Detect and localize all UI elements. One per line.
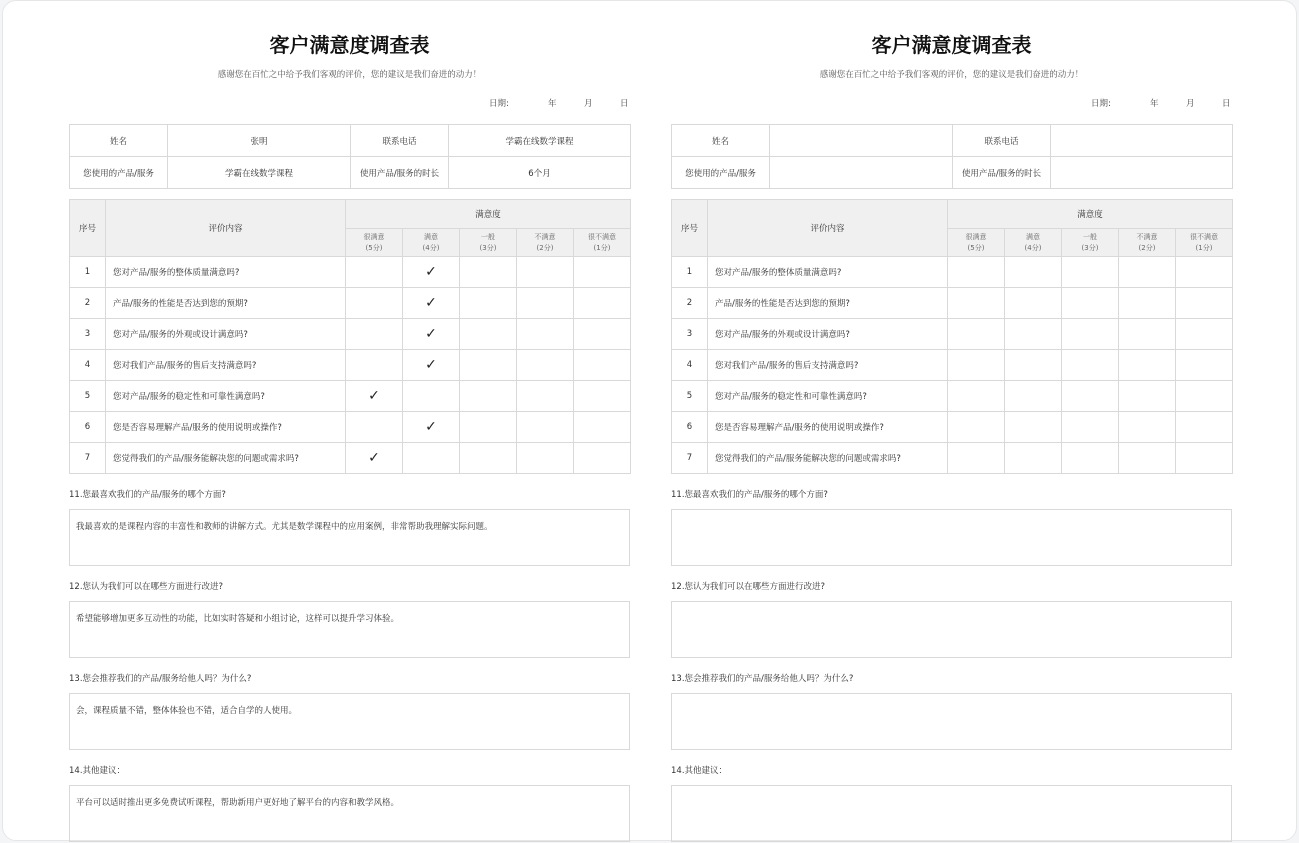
rating-cell[interactable]	[1005, 288, 1062, 319]
name-field[interactable]: 张明	[168, 125, 351, 157]
rating-cell[interactable]	[403, 381, 460, 412]
rating-cell[interactable]	[1119, 443, 1176, 474]
rating-cell[interactable]	[1062, 257, 1119, 288]
level-header	[1176, 229, 1233, 257]
row-number: 1	[672, 257, 708, 288]
rating-cell[interactable]	[346, 412, 403, 443]
rating-cell[interactable]	[1062, 443, 1119, 474]
rating-cell[interactable]	[1062, 381, 1119, 412]
level-name: 不满意	[1136, 232, 1158, 241]
answer-box[interactable]	[671, 601, 1232, 658]
question-label: 14.其他建议：	[69, 766, 126, 776]
row-number: 6	[70, 412, 106, 443]
rating-cell[interactable]	[1119, 350, 1176, 381]
level-header	[1062, 229, 1119, 257]
rating-cell[interactable]	[948, 350, 1005, 381]
rating-cell[interactable]	[1119, 381, 1176, 412]
level-header	[403, 229, 460, 257]
row-number: 5	[70, 381, 106, 412]
rating-cell[interactable]	[1005, 443, 1062, 474]
rating-cell[interactable]	[346, 257, 403, 288]
form-subtitle: 感谢您在百忙之中给予我们客观的评价，您的建议是我们奋进的动力！	[819, 70, 1084, 80]
row-question: 您对产品/服务的稳定性和可靠性满意吗?	[106, 381, 346, 412]
rating-cell[interactable]	[346, 350, 403, 381]
row-number: 4	[672, 350, 708, 381]
product-field[interactable]: 学霸在线数学课程	[168, 157, 351, 189]
date-year-label[interactable]: 年	[548, 99, 557, 109]
level-name: 很满意	[363, 232, 385, 241]
answer-box[interactable]	[671, 693, 1232, 750]
row-question: 产品/服务的性能是否达到您的预期?	[106, 288, 346, 319]
rating-cell[interactable]	[948, 381, 1005, 412]
table-row	[672, 381, 1233, 412]
rating-cell[interactable]	[1119, 288, 1176, 319]
row-number: 5	[672, 381, 708, 412]
rating-cell[interactable]	[1176, 257, 1233, 288]
level-name: 一般	[481, 232, 495, 241]
rating-cell[interactable]	[1062, 412, 1119, 443]
level-header	[517, 229, 574, 257]
table-row	[672, 288, 1233, 319]
rating-cell[interactable]	[1119, 319, 1176, 350]
date-label: 日期:	[489, 99, 509, 109]
level-header	[574, 229, 631, 257]
rating-cell[interactable]	[948, 443, 1005, 474]
rating-cell[interactable]	[346, 288, 403, 319]
row-number: 6	[672, 412, 708, 443]
rating-cell[interactable]	[1005, 412, 1062, 443]
rating-cell[interactable]	[460, 443, 517, 474]
rating-cell[interactable]	[1176, 443, 1233, 474]
level-header	[948, 229, 1005, 257]
table-row	[672, 350, 1233, 381]
rating-cell[interactable]	[517, 412, 574, 443]
rating-cell[interactable]	[346, 319, 403, 350]
row-question: 您觉得我们的产品/服务能解决您的问题或需求吗?	[106, 443, 346, 474]
product-field[interactable]	[770, 157, 953, 189]
level-score: (4分)	[422, 243, 440, 252]
rating-cell[interactable]	[574, 257, 631, 288]
date-day-label[interactable]: 日	[1222, 99, 1231, 109]
level-name: 满意	[424, 232, 438, 241]
level-name: 一般	[1083, 232, 1097, 241]
row-question: 您对产品/服务的稳定性和可靠性满意吗?	[708, 381, 948, 412]
rating-cell[interactable]	[1119, 412, 1176, 443]
document-canvas	[2, 0, 1297, 841]
rating-cell[interactable]	[1005, 350, 1062, 381]
rating-cell[interactable]	[1176, 350, 1233, 381]
date-day-label[interactable]: 日	[620, 99, 629, 109]
form-title: 客户满意度调查表	[871, 33, 1032, 57]
level-name: 满意	[1026, 232, 1040, 241]
row-number: 7	[672, 443, 708, 474]
col-header-satisfaction: 满意度	[948, 200, 1233, 229]
rating-cell[interactable]	[517, 288, 574, 319]
rating-cell[interactable]	[1005, 319, 1062, 350]
rating-cell[interactable]	[1176, 319, 1233, 350]
survey-form-filled	[69, 31, 630, 842]
answer-box[interactable]: 希望能够增加更多互动性的功能，比如实时答疑和小组讨论，这样可以提升学习体验。	[69, 601, 630, 658]
level-score: (2分)	[1138, 243, 1156, 252]
rating-cell[interactable]	[1176, 288, 1233, 319]
row-number: 7	[70, 443, 106, 474]
duration-label: 使用产品/服务的时长	[351, 157, 449, 189]
rating-cell[interactable]	[1005, 257, 1062, 288]
rating-cell[interactable]: ✓	[403, 412, 460, 443]
row-question: 您对我们产品/服务的售后支持满意吗?	[106, 350, 346, 381]
duration-field[interactable]	[1051, 157, 1233, 189]
row-number: 3	[672, 319, 708, 350]
level-name: 很不满意	[588, 232, 617, 241]
rating-cell[interactable]	[403, 443, 460, 474]
table-row	[672, 412, 1233, 443]
level-score: (3分)	[1081, 243, 1099, 252]
satisfaction-table	[671, 199, 1233, 474]
level-header	[346, 229, 403, 257]
rating-cell[interactable]	[948, 288, 1005, 319]
rating-cell[interactable]	[574, 350, 631, 381]
rating-cell[interactable]	[1062, 319, 1119, 350]
table-row	[672, 319, 1233, 350]
rating-cell[interactable]	[1005, 381, 1062, 412]
rating-cell[interactable]	[1119, 257, 1176, 288]
table-row	[70, 288, 631, 319]
table-row	[70, 257, 631, 288]
rating-cell[interactable]	[517, 350, 574, 381]
row-number: 3	[70, 319, 106, 350]
answer-box[interactable]: 我最喜欢的是课程内容的丰富性和教师的讲解方式。尤其是数学课程中的应用案例，非常帮助我理解实际问题。	[69, 509, 630, 566]
answer-box[interactable]	[671, 509, 1232, 566]
rating-cell[interactable]	[517, 443, 574, 474]
table-row	[70, 412, 631, 443]
row-number: 4	[70, 350, 106, 381]
question-label: 12.您认为我们可以在哪些方面进行改进?	[69, 582, 224, 592]
level-score: (4分)	[1024, 243, 1042, 252]
rating-cell[interactable]	[574, 319, 631, 350]
rating-cell[interactable]: ✓	[403, 257, 460, 288]
question-label: 12.您认为我们可以在哪些方面进行改进?	[671, 582, 826, 592]
rating-cell[interactable]	[517, 381, 574, 412]
rating-cell[interactable]: ✓	[346, 443, 403, 474]
rating-cell[interactable]: ✓	[403, 350, 460, 381]
answer-box[interactable]: 会，课程质量不错，整体体验也不错，适合自学的人使用。	[69, 693, 630, 750]
form-title: 客户满意度调查表	[269, 33, 430, 57]
rating-cell[interactable]	[574, 412, 631, 443]
row-question: 您对我们产品/服务的售后支持满意吗?	[708, 350, 948, 381]
rating-cell[interactable]: ✓	[403, 288, 460, 319]
info-table	[671, 124, 1233, 189]
rating-cell[interactable]	[460, 288, 517, 319]
survey-form-blank	[671, 31, 1232, 842]
rating-cell[interactable]	[574, 443, 631, 474]
phone-label: 联系电话	[351, 125, 449, 157]
rating-cell[interactable]	[460, 381, 517, 412]
duration-field[interactable]: 6个月	[449, 157, 631, 189]
row-question: 您觉得我们的产品/服务能解决您的问题或需求吗?	[708, 443, 948, 474]
rating-cell[interactable]: ✓	[346, 381, 403, 412]
col-header-satisfaction: 满意度	[346, 200, 631, 229]
satisfaction-table	[69, 199, 631, 474]
answer-box[interactable]: 平台可以适时推出更多免费试听课程，帮助新用户更好地了解平台的内容和教学风格。	[69, 785, 630, 842]
rating-cell[interactable]	[1176, 381, 1233, 412]
row-question: 您对产品/服务的外观或设计满意吗?	[106, 319, 346, 350]
row-number: 1	[70, 257, 106, 288]
rating-cell[interactable]	[1062, 350, 1119, 381]
table-row	[70, 381, 631, 412]
rating-cell[interactable]: ✓	[403, 319, 460, 350]
level-header	[1005, 229, 1062, 257]
row-question: 您对产品/服务的外观或设计满意吗?	[708, 319, 948, 350]
date-label: 日期:	[1091, 99, 1111, 109]
level-score: (1分)	[1195, 243, 1213, 252]
level-name: 不满意	[534, 232, 556, 241]
col-header-no: 序号	[70, 200, 106, 257]
duration-label: 使用产品/服务的时长	[953, 157, 1051, 189]
rating-cell[interactable]	[1176, 412, 1233, 443]
rating-cell[interactable]	[460, 257, 517, 288]
rating-cell[interactable]	[574, 381, 631, 412]
level-score: (5分)	[365, 243, 383, 252]
date-row	[69, 97, 630, 111]
date-month-label[interactable]: 月	[1186, 99, 1195, 109]
col-header-content: 评价内容	[106, 200, 346, 257]
rating-cell[interactable]	[517, 319, 574, 350]
level-score: (1分)	[593, 243, 611, 252]
row-question: 您是否容易理解产品/服务的使用说明或操作?	[106, 412, 346, 443]
question-label: 11.您最喜欢我们的产品/服务的哪个方面?	[69, 490, 226, 500]
rating-cell[interactable]	[460, 412, 517, 443]
name-label: 姓名	[672, 125, 770, 157]
date-year-label[interactable]: 年	[1150, 99, 1159, 109]
question-label: 14.其他建议：	[671, 766, 728, 776]
rating-cell[interactable]	[517, 257, 574, 288]
name-label: 姓名	[70, 125, 168, 157]
table-row	[672, 257, 1233, 288]
info-table	[69, 124, 631, 189]
table-row	[672, 443, 1233, 474]
phone-field[interactable]: 学霸在线数学课程	[449, 125, 631, 157]
level-name: 很满意	[965, 232, 987, 241]
phone-label: 联系电话	[953, 125, 1051, 157]
row-number: 2	[672, 288, 708, 319]
rating-cell[interactable]	[460, 350, 517, 381]
question-label: 13.您会推荐我们的产品/服务给他人吗？为什么?	[69, 674, 252, 684]
date-month-label[interactable]: 月	[584, 99, 593, 109]
rating-cell[interactable]	[948, 412, 1005, 443]
col-header-no: 序号	[672, 200, 708, 257]
level-name: 很不满意	[1190, 232, 1219, 241]
product-label: 您使用的产品/服务	[70, 157, 168, 189]
row-question: 产品/服务的性能是否达到您的预期?	[708, 288, 948, 319]
level-score: (5分)	[967, 243, 985, 252]
level-header	[460, 229, 517, 257]
level-score: (2分)	[536, 243, 554, 252]
table-row	[70, 319, 631, 350]
level-score: (3分)	[479, 243, 497, 252]
form-subtitle: 感谢您在百忙之中给予我们客观的评价，您的建议是我们奋进的动力！	[217, 70, 482, 80]
row-question: 您对产品/服务的整体质量满意吗?	[106, 257, 346, 288]
product-label: 您使用的产品/服务	[672, 157, 770, 189]
row-question: 您对产品/服务的整体质量满意吗?	[708, 257, 948, 288]
level-header	[1119, 229, 1176, 257]
answer-box[interactable]	[671, 785, 1232, 842]
rating-cell[interactable]	[948, 319, 1005, 350]
question-label: 13.您会推荐我们的产品/服务给他人吗？为什么?	[671, 674, 854, 684]
rating-cell[interactable]	[948, 257, 1005, 288]
row-number: 2	[70, 288, 106, 319]
rating-cell[interactable]	[574, 288, 631, 319]
date-row	[671, 97, 1232, 111]
col-header-content: 评价内容	[708, 200, 948, 257]
rating-cell[interactable]	[1062, 288, 1119, 319]
question-label: 11.您最喜欢我们的产品/服务的哪个方面?	[671, 490, 828, 500]
table-row	[70, 443, 631, 474]
rating-cell[interactable]	[460, 319, 517, 350]
table-row	[70, 350, 631, 381]
name-field[interactable]	[770, 125, 953, 157]
phone-field[interactable]	[1051, 125, 1233, 157]
row-question: 您是否容易理解产品/服务的使用说明或操作?	[708, 412, 948, 443]
